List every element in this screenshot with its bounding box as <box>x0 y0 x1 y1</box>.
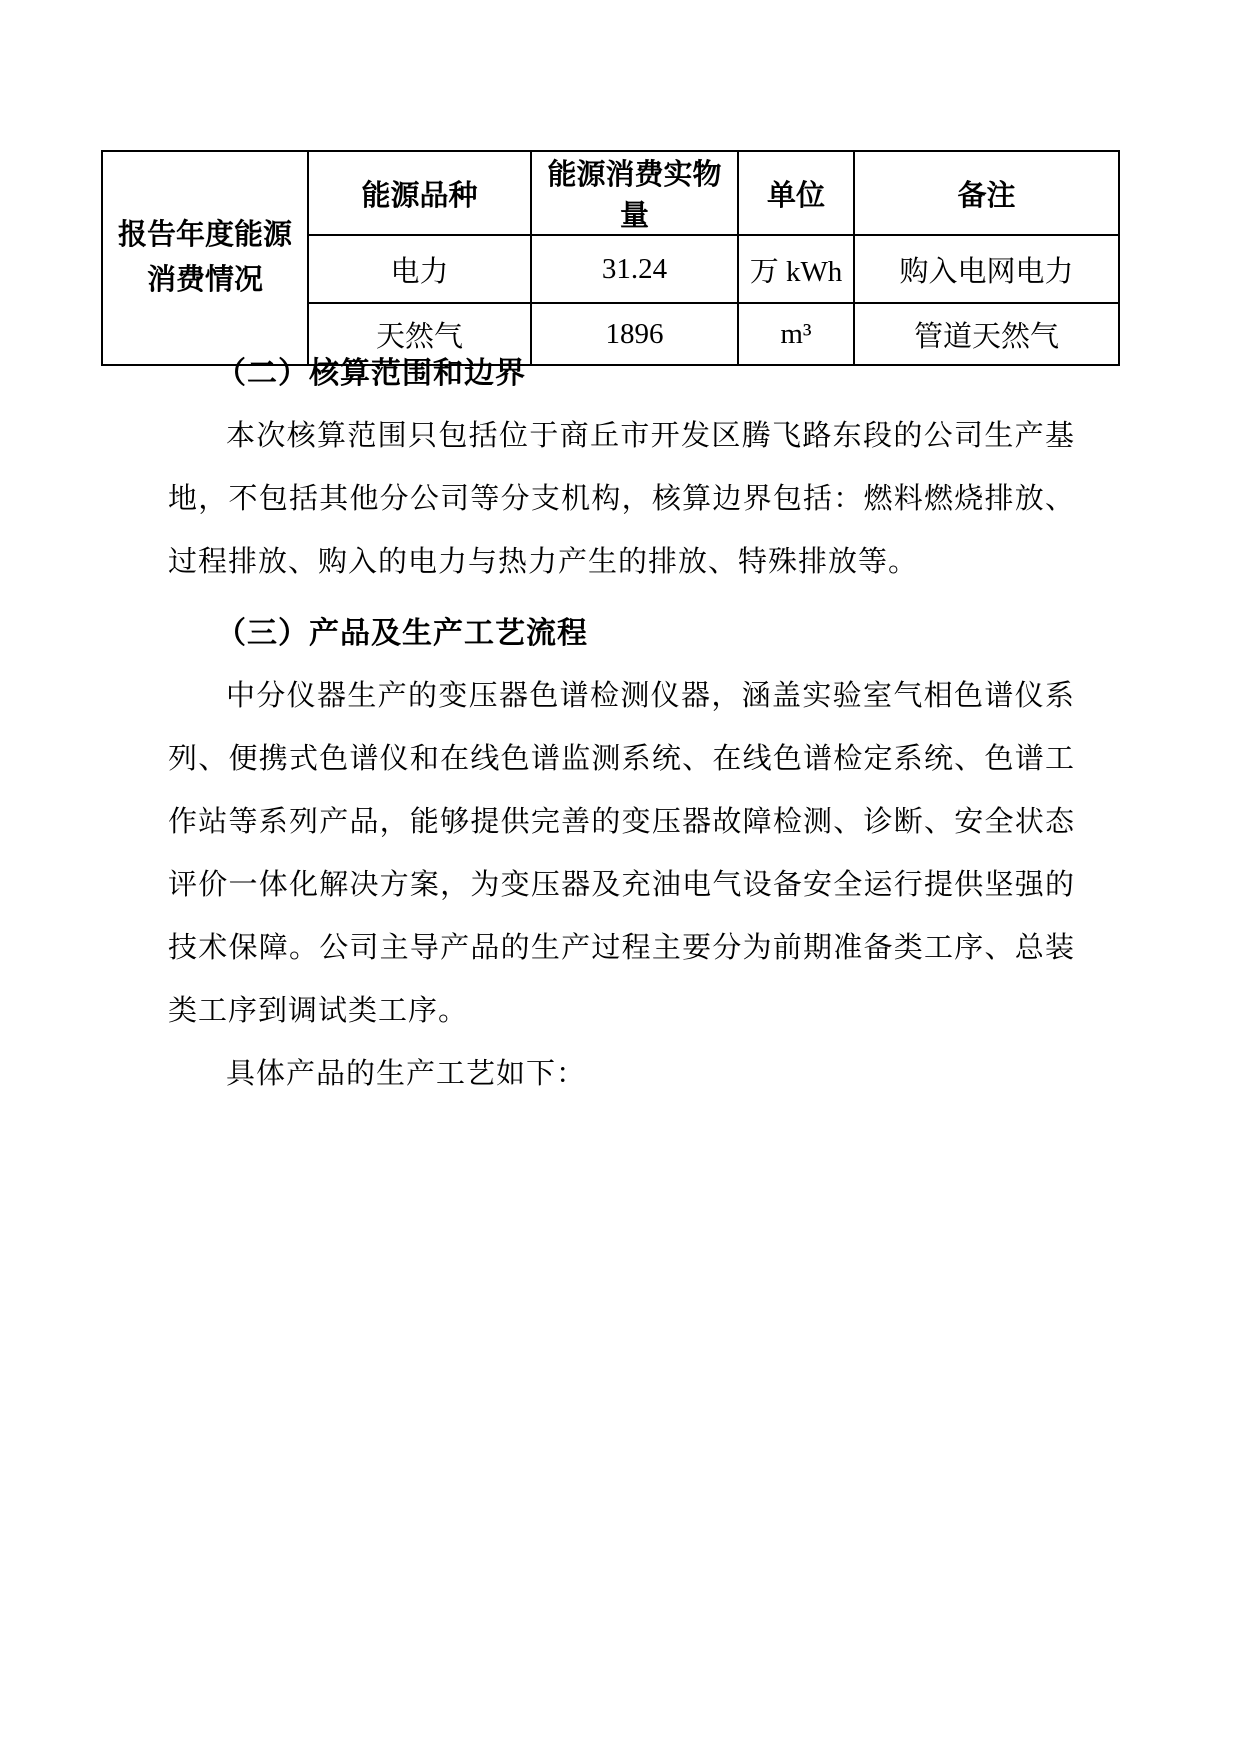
electricity-type-cell: 电力 <box>308 235 531 303</box>
paragraph-products-overview: 中分仪器生产的变压器色谱检测仪器，涵盖实验室气相色谱仪系列、便携式色谱仪和在线色谱监测系统、在线色谱检定系统、色谱工作站等系列产品，能够提供完善的变压器故障检测、诊断、安全状态评价一体化解决方案，为变压器及充油电气设备安全运行提供坚强的技术保障。公司主导产品的生产过程主要分为前期准备类工序、总装类工序到调试类工序。 <box>168 680 1075 1027</box>
table-header-consumption-amount: 能源消费实物量 <box>531 151 738 235</box>
electricity-unit-cell: 万 kWh <box>738 235 854 303</box>
table-header-energy-type: 能源品种 <box>308 151 531 235</box>
gas-amount-cell: 1896 <box>531 303 738 365</box>
paragraph-accounting-scope: 本次核算范围只包括位于商丘市开发区腾飞路东段的公司生产基地，不包括其他分公司等分支机构，核算边界包括：燃料燃烧排放、过程排放、购入的电力与热力产生的排放、特殊排放等。 <box>168 420 1075 578</box>
electricity-note-cell: 购入电网电力 <box>854 235 1119 303</box>
gas-note-cell: 管道天然气 <box>854 303 1119 365</box>
table-header-row <box>102 151 1119 235</box>
paragraph-process-intro: 具体产品的生产工艺如下： <box>226 1058 587 1090</box>
gas-type-cell: 天然气 <box>308 303 531 365</box>
electricity-amount-cell: 31.24 <box>531 235 738 303</box>
table-row-label: 报告年度能源消费情况 <box>117 219 292 296</box>
section-heading-accounting-scope: （二）核算范围和边界 <box>216 357 526 390</box>
table-header-note: 备注 <box>854 151 1119 235</box>
table-rowspan-label-cell <box>102 151 308 365</box>
table-header-unit: 单位 <box>738 151 854 235</box>
section-heading-products-process: （三）产品及生产工艺流程 <box>216 617 588 650</box>
gas-unit-cell: m³ <box>738 303 854 365</box>
document-body <box>168 334 1075 1106</box>
